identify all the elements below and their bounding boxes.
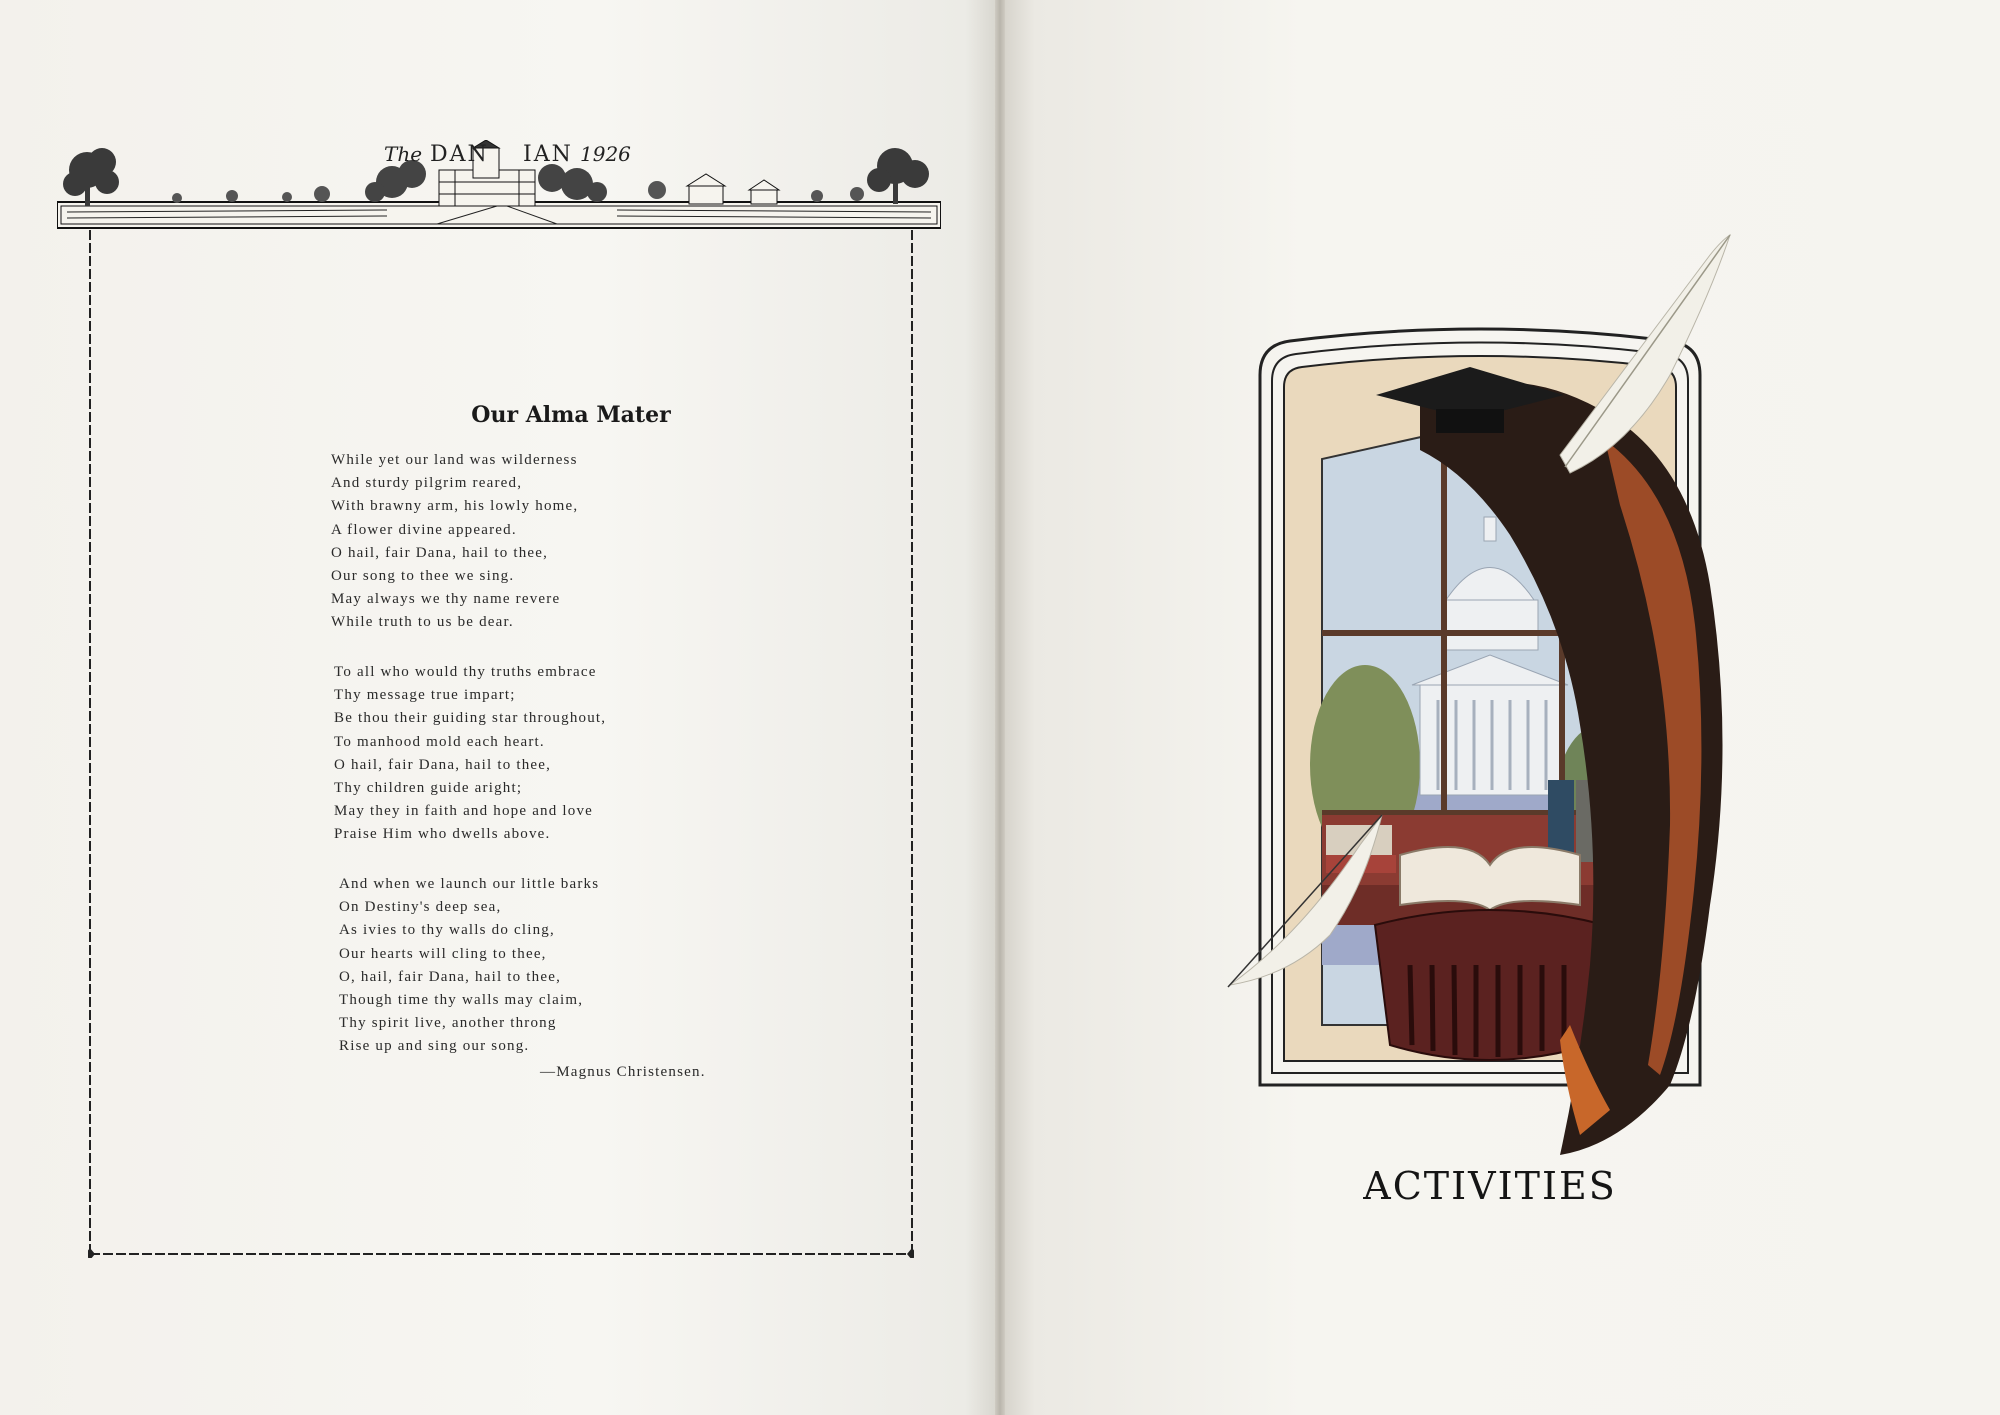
header-ian-label: IAN	[523, 142, 573, 167]
poem-line: A flower divine appeared.	[331, 521, 517, 538]
poem-line: And sturdy pilgrim reared,	[331, 475, 523, 492]
poem-line: May they in faith and hope and love	[334, 803, 594, 820]
poem-stanza-2	[334, 661, 606, 847]
poem-title: Our Alma Mater	[471, 402, 671, 428]
poem-stanza-1	[331, 449, 578, 635]
poem-line: As ivies to thy walls do cling,	[339, 922, 555, 939]
poem-line: With brawny arm, his lowly home,	[331, 498, 579, 515]
poem-line: While truth to us be dear.	[331, 614, 514, 631]
poem-line: Though time thy walls may claim,	[339, 991, 584, 1008]
poem-line: Our hearts will cling to thee,	[339, 945, 547, 962]
header-dan-label: DAN	[430, 142, 489, 167]
poem-line: Thy children guide aright;	[334, 779, 523, 796]
poem-line: To manhood mold each heart.	[334, 733, 545, 750]
poem-line: While yet our land was wilderness	[331, 452, 578, 468]
header-landscape-illustration	[57, 140, 941, 230]
section-title: ACTIVITIES	[1363, 1164, 1617, 1208]
header-the-label: The	[384, 142, 423, 166]
header-year-label: 1926	[580, 142, 631, 166]
poem-line: Rise up and sing our song.	[339, 1038, 530, 1055]
activities-illustration	[1150, 205, 1800, 1165]
book-gutter	[995, 0, 1005, 1415]
poem-line: On Destiny's deep sea,	[339, 899, 502, 916]
poem-line: Our song to thee we sing.	[331, 567, 515, 584]
poem-line: O, hail, fair Dana, hail to thee,	[339, 968, 562, 985]
poem-author: —Magnus Christensen.	[540, 1064, 706, 1080]
poem-line: May always we thy name revere	[331, 591, 561, 608]
poem-line: Be thou their guiding star throughout,	[334, 710, 607, 727]
poem-line: O hail, fair Dana, hail to thee,	[334, 756, 552, 773]
poem-line: Thy message true impart;	[334, 687, 516, 704]
poem-line: Praise Him who dwells above.	[334, 826, 551, 843]
poem-line: To all who would thy truths embrace	[334, 664, 597, 680]
poem-line: O hail, fair Dana, hail to thee,	[331, 544, 549, 561]
poem-line: Thy spirit live, another throng	[339, 1015, 557, 1032]
poem-stanza-3	[339, 873, 599, 1059]
poem-line: And when we launch our little barks	[339, 876, 600, 892]
